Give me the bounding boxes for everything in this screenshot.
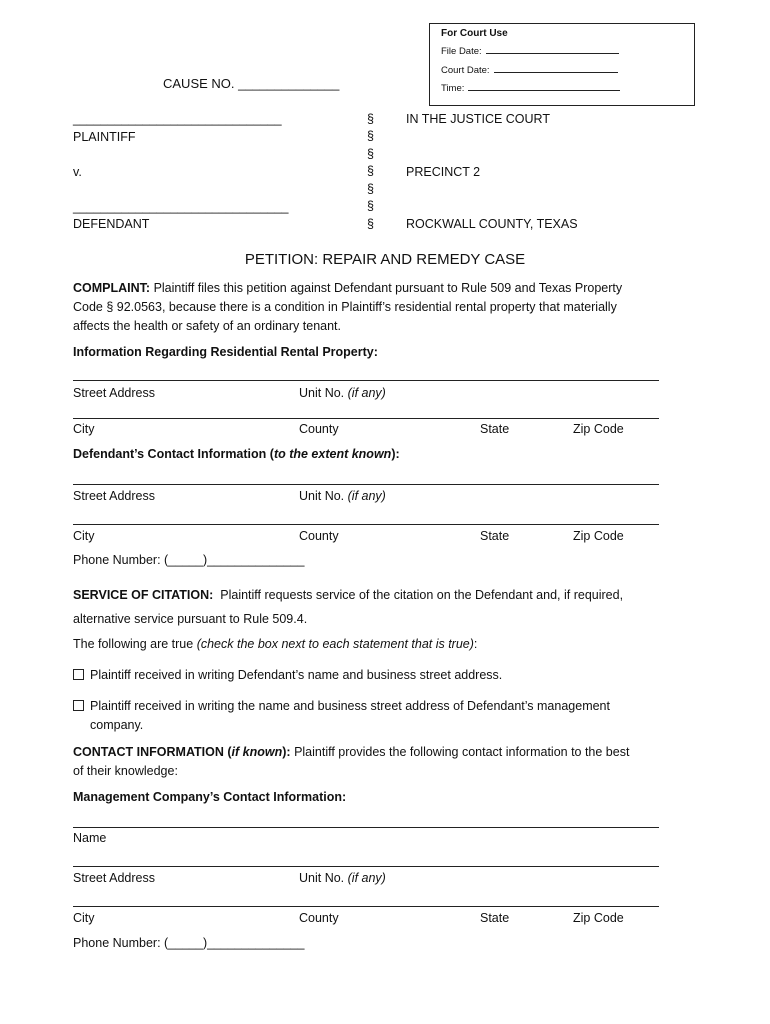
unit-no-label: Unit No. (if any) (299, 386, 386, 400)
property-info-heading: Information Regarding Residential Rental Property: (73, 345, 378, 359)
file-date-field[interactable] (486, 44, 619, 54)
form-title: PETITION: REPAIR AND REMEDY CASE (244, 251, 526, 268)
court-use-box (429, 23, 695, 106)
versus-label: v. (73, 165, 82, 179)
name-label: Name (73, 831, 107, 845)
contact-text: of their knowledge: (73, 764, 178, 778)
unit-no-label: Unit No. (if any) (299, 871, 386, 885)
section-symbol: § (367, 182, 374, 196)
complaint-text: affects the health or safety of an ordinary tenant. (73, 319, 341, 333)
defendant-label: DEFENDANT (73, 217, 150, 231)
city-label: City (73, 529, 95, 543)
file-date-label: File Date: (441, 46, 482, 57)
property-city-field[interactable] (73, 418, 659, 419)
time-field[interactable] (468, 81, 620, 91)
county-field-label: County (299, 911, 339, 925)
court-date-field[interactable] (494, 63, 618, 73)
property-street-field[interactable] (73, 380, 659, 381)
section-symbol: § (367, 112, 374, 126)
court-name: IN THE JUSTICE COURT (406, 112, 550, 126)
service-label: SERVICE OF CITATION: (73, 588, 214, 602)
zip-label: Zip Code (573, 422, 624, 436)
precinct-label: PRECINCT 2 (406, 165, 481, 179)
unit-no-label: Unit No. (if any) (299, 489, 386, 503)
complaint-text: Code § 92.0563, because there is a condition in Plaintiff’s residential rental property that materially (73, 300, 617, 314)
county-field-label: County (299, 422, 339, 436)
checkbox-icon[interactable] (73, 700, 84, 711)
time-label: Time: (441, 83, 465, 94)
state-label: State (480, 911, 510, 925)
checkbox-icon[interactable] (73, 669, 84, 680)
statement-checkbox-2[interactable] (73, 697, 698, 735)
section-symbol: § (367, 164, 374, 178)
service-text: alternative service pursuant to Rule 509.4. (73, 612, 308, 626)
section-symbol: § (367, 129, 374, 143)
plaintiff-name-field[interactable]: ______________________________ (73, 112, 282, 126)
management-street-field[interactable] (73, 866, 659, 867)
statement-text: company. (90, 718, 144, 732)
section-symbol: § (367, 147, 374, 161)
contact-text: Plaintiff provides the following contact information to the best (294, 745, 630, 759)
statements-intro: The following are true (check the box next to each statement that is true): (73, 637, 478, 651)
court-date-row[interactable] (441, 63, 618, 76)
statement-checkbox-1[interactable] (73, 668, 502, 682)
court-use-title: For Court Use (441, 28, 508, 39)
zip-label: Zip Code (573, 911, 624, 925)
defendant-info-heading: Defendant’s Contact Information (to the extent known): (73, 447, 400, 461)
contact-label: CONTACT INFORMATION (if known): (73, 745, 291, 759)
complaint-label: COMPLAINT: (73, 281, 151, 295)
management-heading: Management Company’s Contact Information: (73, 790, 347, 804)
defendant-name-field[interactable]: _______________________________ (73, 200, 289, 214)
service-text: Plaintiff requests service of the citation on the Defendant and, if required, (220, 588, 624, 602)
statement-text: Plaintiff received in writing Defendant’s name and business street address. (90, 668, 503, 682)
section-symbol: § (367, 217, 374, 231)
cause-number[interactable]: CAUSE NO. ______________ (163, 76, 340, 91)
defendant-phone-field[interactable]: Phone Number: (_____)______________ (73, 553, 305, 567)
street-address-label: Street Address (73, 386, 155, 400)
complaint-paragraph (73, 279, 698, 336)
defendant-street-field[interactable] (73, 484, 659, 485)
city-label: City (73, 422, 95, 436)
time-row[interactable] (441, 81, 620, 94)
county-label: ROCKWALL COUNTY, TEXAS (406, 217, 578, 231)
contact-paragraph (73, 743, 698, 781)
management-name-field[interactable] (73, 827, 659, 828)
defendant-city-field[interactable] (73, 524, 659, 525)
management-phone-field[interactable]: Phone Number: (_____)______________ (73, 936, 305, 950)
service-paragraph (73, 583, 698, 631)
section-symbol: § (367, 199, 374, 213)
court-date-label: Court Date: (441, 65, 490, 76)
management-city-field[interactable] (73, 906, 659, 907)
city-label: City (73, 911, 95, 925)
file-date-row[interactable] (441, 44, 619, 57)
state-label: State (480, 529, 510, 543)
street-address-label: Street Address (73, 871, 155, 885)
statement-text: Plaintiff received in writing the name and business street address of Defendant’s management (90, 699, 610, 713)
state-label: State (480, 422, 510, 436)
plaintiff-label: PLAINTIFF (73, 130, 136, 144)
street-address-label: Street Address (73, 489, 155, 503)
county-field-label: County (299, 529, 339, 543)
zip-label: Zip Code (573, 529, 624, 543)
complaint-text: Plaintiff files this petition against Defendant pursuant to Rule 509 and Texas Property (153, 281, 623, 295)
